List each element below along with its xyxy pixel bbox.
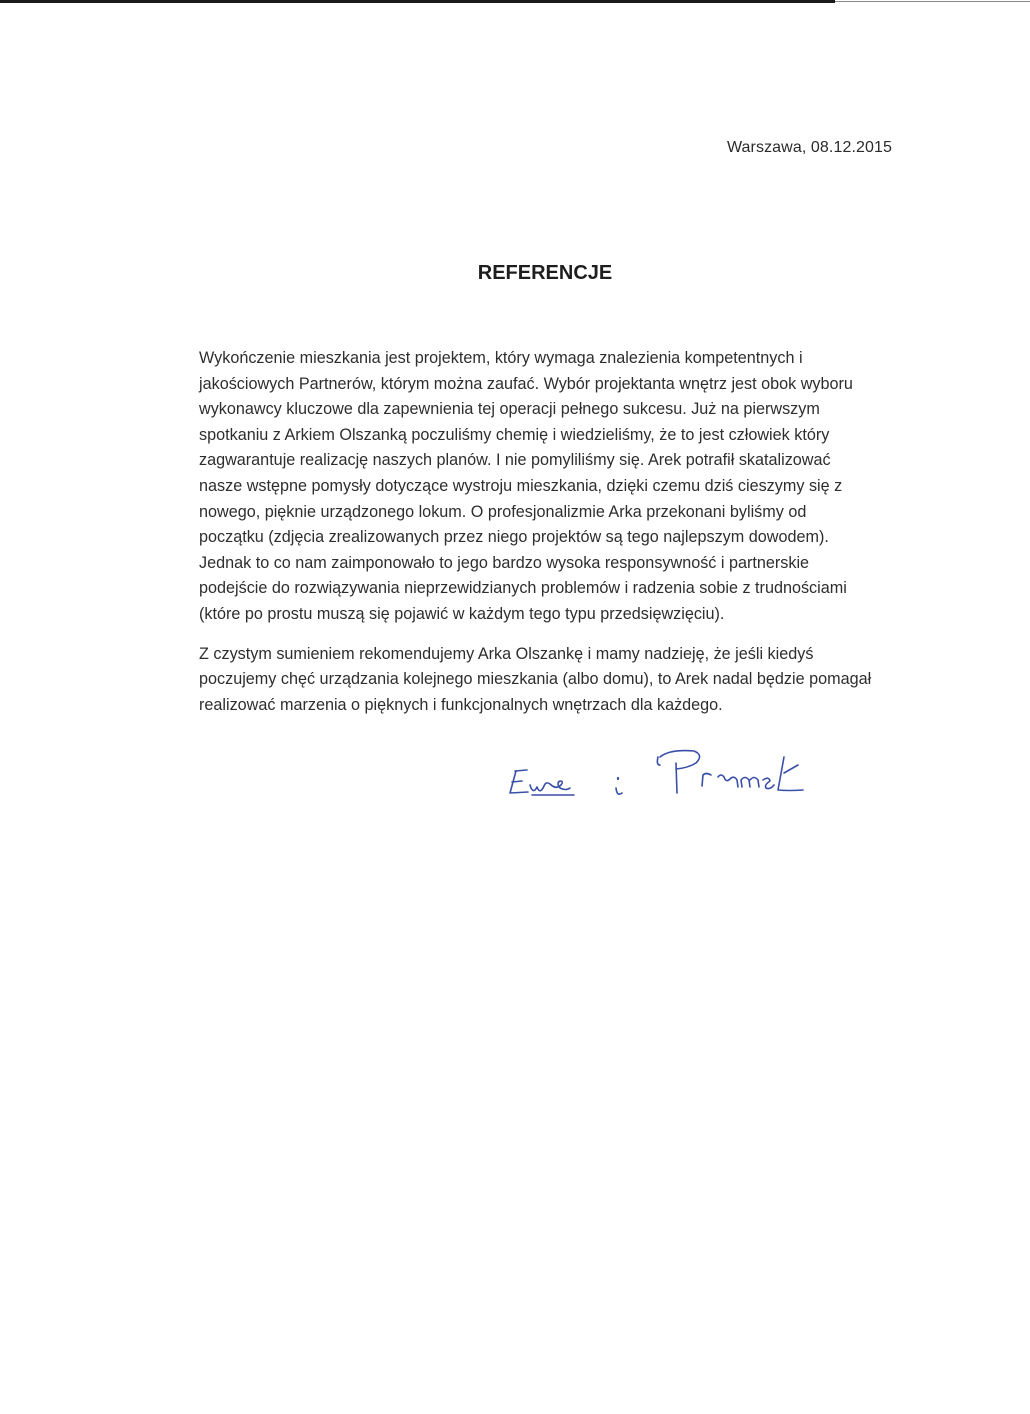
text-line: nowego, pięknie urządzonego lokum. O profesjonalizmie Arka przekonani byliśmy od: [199, 502, 807, 521]
paragraph-2: [199, 642, 889, 719]
text-line: nasze wstępne pomysły dotyczące wystroju mieszkania, dzięki czemu dziś cieszymy się z: [199, 476, 843, 495]
place-date: Warszawa, 08.12.2015: [726, 139, 892, 156]
text-line: realizować marzenia o pięknych i funkcjonalnych wnętrzach dla każdego.: [199, 695, 723, 714]
text-line: Jednak to co nam zaimponowało to jego bardzo wysoka responsywność i partnerskie: [199, 553, 810, 572]
handwritten-signature: [498, 735, 818, 815]
document-title: REFERENCJE: [477, 262, 613, 284]
text-line: Wykończenie mieszkania jest projektem, który wymaga znalezienia kompetentnych i: [199, 349, 803, 367]
text-line: jakościowych Partnerów, którym można zaufać. Wybór projektanta wnętrz jest obok wyboru: [199, 374, 853, 393]
text-line: wykonawcy kluczowe dla zapewnienia tej operacji pełnego sukcesu. Już na pierwszym: [199, 400, 820, 419]
text-line: początku (zdjęcia zrealizowanych przez niego projektów są tego najlepszym dowodem).: [199, 528, 829, 547]
text-line: podejście do rozwiązywania nieprzewidzianych problemów i radzenia sobie z trudnościami: [199, 579, 847, 598]
letter-body: [199, 346, 889, 732]
signature-strokes: [510, 751, 803, 795]
scan-edge-top-right: [835, 1, 1030, 2]
text-line: spotkaniu z Arkiem Olszanką poczuliśmy chemię i wiedzieliśmy, że to jest człowiek który: [199, 425, 830, 444]
paragraph-1: [199, 346, 889, 628]
text-line: poczujemy chęć urządzania kolejnego mieszkania (albo domu), to Arek nadal będzie pomagał: [199, 670, 872, 689]
scan-edge-top: [0, 0, 835, 3]
text-line: Z czystym sumieniem rekomendujemy Arka Olszankę i mamy nadzieję, że jeśli kiedyś: [199, 644, 814, 663]
text-line: zagwarantuje realizację naszych planów. I nie pomyliliśmy się. Arek potrafił skatalizować: [199, 451, 831, 470]
text-line: (które po prostu muszą się pojawić w każdym tego typu przedsięwzięciu).: [199, 604, 725, 623]
